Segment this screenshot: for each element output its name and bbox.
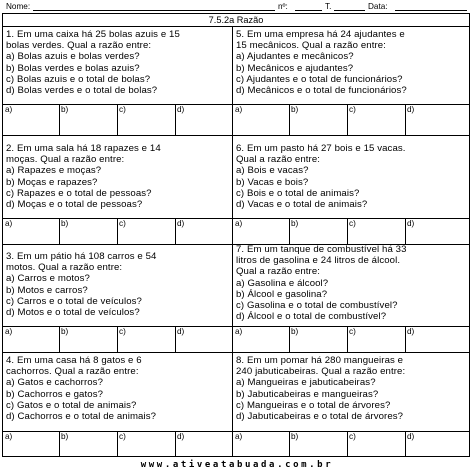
answer-divider [59, 219, 60, 244]
answer-divider [59, 432, 60, 456]
number-field[interactable] [295, 10, 322, 11]
question-option: b) Vacas e bois? [236, 176, 309, 188]
answer-divider [405, 105, 406, 135]
question-option: d) Bolas verdes e o total de bolas? [6, 85, 158, 97]
answer-divider [347, 219, 348, 244]
answer-label-c: c) [119, 432, 126, 441]
question-option: b) Bolas verdes e bolas azuis? [6, 62, 140, 74]
column-divider [232, 27, 233, 456]
question-option: b) Jabuticabeiras e mangueiras? [236, 388, 379, 400]
question-option: c) Mangueiras e o total de árvores? [236, 399, 391, 411]
question-option: b) Mecânicos e ajudantes? [236, 62, 354, 74]
answer-label-a: a) [235, 432, 243, 441]
question-text: cachorros. Qual a razão entre: [6, 366, 139, 378]
answer-divider [175, 327, 176, 352]
answer-divider [59, 105, 60, 135]
question-option: b) Motos e carros? [6, 284, 88, 296]
answer-divider [289, 327, 290, 352]
answer-label-d: d) [177, 432, 185, 441]
answer-label-c: c) [119, 105, 126, 114]
question-text: Qual a razão entre: [236, 266, 321, 278]
answer-label-c: c) [349, 105, 356, 114]
answer-label-c: c) [349, 219, 356, 228]
answer-label-b: b) [291, 105, 299, 114]
answer-divider [59, 327, 60, 352]
question-text: moças. Qual a razão entre: [6, 154, 125, 166]
answer-label-c: c) [119, 219, 126, 228]
question-6 [236, 143, 406, 210]
question-text: 5. Em uma empresa há 24 ajudantes e [236, 29, 405, 40]
answer-label-d: d) [407, 432, 415, 441]
question-option: d) Moças e o total de pessoas? [6, 199, 143, 211]
answer-divider [405, 219, 406, 244]
question-option: a) Ajudantes e mecânicos? [236, 51, 354, 63]
question-text: 2. Em uma sala há 18 rapazes e 14 [6, 143, 161, 154]
question-text: litros de gasolina e 24 litros de álcool. [236, 255, 401, 267]
page-title: 7.5.2a Razão [3, 14, 469, 27]
question-option: b) Moças e rapazes? [6, 176, 98, 188]
number-label: nº: [278, 2, 288, 11]
answer-divider [117, 432, 118, 456]
question-text: 240 jabuticabeiras. Qual a razão entre: [236, 366, 406, 378]
question-text: Qual a razão entre: [236, 154, 321, 166]
question-text: 1. Em uma caixa há 25 bolas azuis e 15 [6, 29, 180, 40]
question-option: c) Bois e o total de animais? [236, 187, 360, 199]
answer-label-b: b) [61, 219, 69, 228]
date-field[interactable] [395, 10, 467, 11]
question-2 [6, 143, 161, 210]
question-text: 8. Em um pomar há 280 mangueiras e [236, 355, 404, 366]
answer-label-c: c) [349, 432, 356, 441]
question-option: d) Vacas e o total de animais? [236, 199, 368, 211]
question-1 [6, 29, 180, 96]
question-option: d) Mecânicos e o total de funcionários? [236, 85, 407, 97]
row-divider [3, 135, 469, 136]
site-footer: www.ativeatabuada.com.br [140, 460, 334, 470]
answer-divider [289, 219, 290, 244]
answer-label-c: c) [349, 327, 356, 336]
question-option: b) Cachorros e gatos? [6, 388, 104, 400]
question-3 [6, 251, 157, 318]
answer-label-d: d) [407, 105, 415, 114]
answer-divider [175, 105, 176, 135]
question-option: a) Mangueiras e jabuticabeiras? [236, 377, 376, 389]
answer-label-b: b) [291, 432, 299, 441]
question-option: c) Rapazes e o total de pessoas? [6, 187, 152, 199]
answer-label-b: b) [291, 219, 299, 228]
question-7 [236, 244, 407, 322]
question-option: c) Carros e o total de veículos? [6, 295, 142, 307]
answer-label-a: a) [235, 105, 243, 114]
student-header [6, 1, 468, 12]
answer-label-a: a) [5, 327, 13, 336]
answer-label-a: a) [235, 327, 243, 336]
exercise-box [2, 13, 470, 457]
answer-label-d: d) [177, 219, 185, 228]
answer-divider [347, 432, 348, 456]
name-label: Nome: [6, 2, 31, 11]
answer-label-b: b) [291, 327, 299, 336]
question-option: c) Bolas azuis e o total de bolas? [6, 73, 151, 85]
question-text: 6. Em um pasto há 27 bois e 15 vacas. [236, 143, 406, 154]
answer-label-d: d) [177, 105, 185, 114]
answer-divider [347, 105, 348, 135]
answer-label-a: a) [5, 219, 13, 228]
question-option: a) Carros e motos? [6, 273, 90, 285]
answer-label-d: d) [407, 327, 415, 336]
answer-label-a: a) [5, 105, 13, 114]
question-5 [236, 29, 407, 96]
answer-label-d: d) [177, 327, 185, 336]
answer-divider [117, 105, 118, 135]
answer-divider [175, 219, 176, 244]
answer-divider [117, 219, 118, 244]
question-option: a) Bois e vacas? [236, 165, 309, 177]
answer-label-a: a) [235, 219, 243, 228]
class-field[interactable] [334, 10, 365, 11]
question-8 [236, 355, 405, 422]
date-label: Data: [368, 2, 388, 11]
answer-divider [175, 432, 176, 456]
question-option: a) Bolas azuis e bolas verdes? [6, 51, 140, 63]
question-4 [6, 355, 156, 422]
question-text: 4. Em uma casa há 8 gatos e 6 [6, 355, 142, 366]
name-field[interactable] [33, 10, 275, 11]
question-option: b) Álcool e gasolina? [236, 288, 328, 300]
answer-divider [289, 105, 290, 135]
question-option: d) Álcool e o total de combustível? [236, 311, 387, 323]
question-text: motos. Qual a razão entre: [6, 262, 123, 274]
answer-label-d: d) [407, 219, 415, 228]
question-text: 7. Em um tanque de combustível há 33 [236, 244, 407, 255]
answer-label-b: b) [61, 432, 69, 441]
class-label: T. [325, 2, 332, 11]
answer-label-b: b) [61, 327, 69, 336]
answer-label-c: c) [119, 327, 126, 336]
row-divider [3, 352, 469, 353]
question-option: d) Cachorros e o total de animais? [6, 411, 157, 423]
answer-divider [289, 432, 290, 456]
question-option: c) Ajudantes e o total de funcionários? [236, 73, 403, 85]
question-option: a) Rapazes e moças? [6, 165, 102, 177]
answer-label-b: b) [61, 105, 69, 114]
question-text: 3. Em um pátio há 108 carros e 54 [6, 251, 157, 262]
question-option: c) Gatos e o total de animais? [6, 399, 137, 411]
question-option: d) Motos e o total de veículos? [6, 307, 140, 319]
question-text: bolas verdes. Qual a razão entre: [6, 40, 152, 52]
answer-divider [405, 327, 406, 352]
question-option: d) Jabuticabeiras e o total de árvores? [236, 411, 404, 423]
question-option: c) Gasolina e o total de combustível? [236, 300, 398, 312]
question-option: a) Gasolina e álcool? [236, 277, 329, 289]
answer-divider [405, 432, 406, 456]
question-option: a) Gatos e cachorros? [6, 377, 104, 389]
answer-label-a: a) [5, 432, 13, 441]
question-text: 15 mecânicos. Qual a razão entre: [236, 40, 386, 52]
answer-divider [347, 327, 348, 352]
answer-divider [117, 327, 118, 352]
